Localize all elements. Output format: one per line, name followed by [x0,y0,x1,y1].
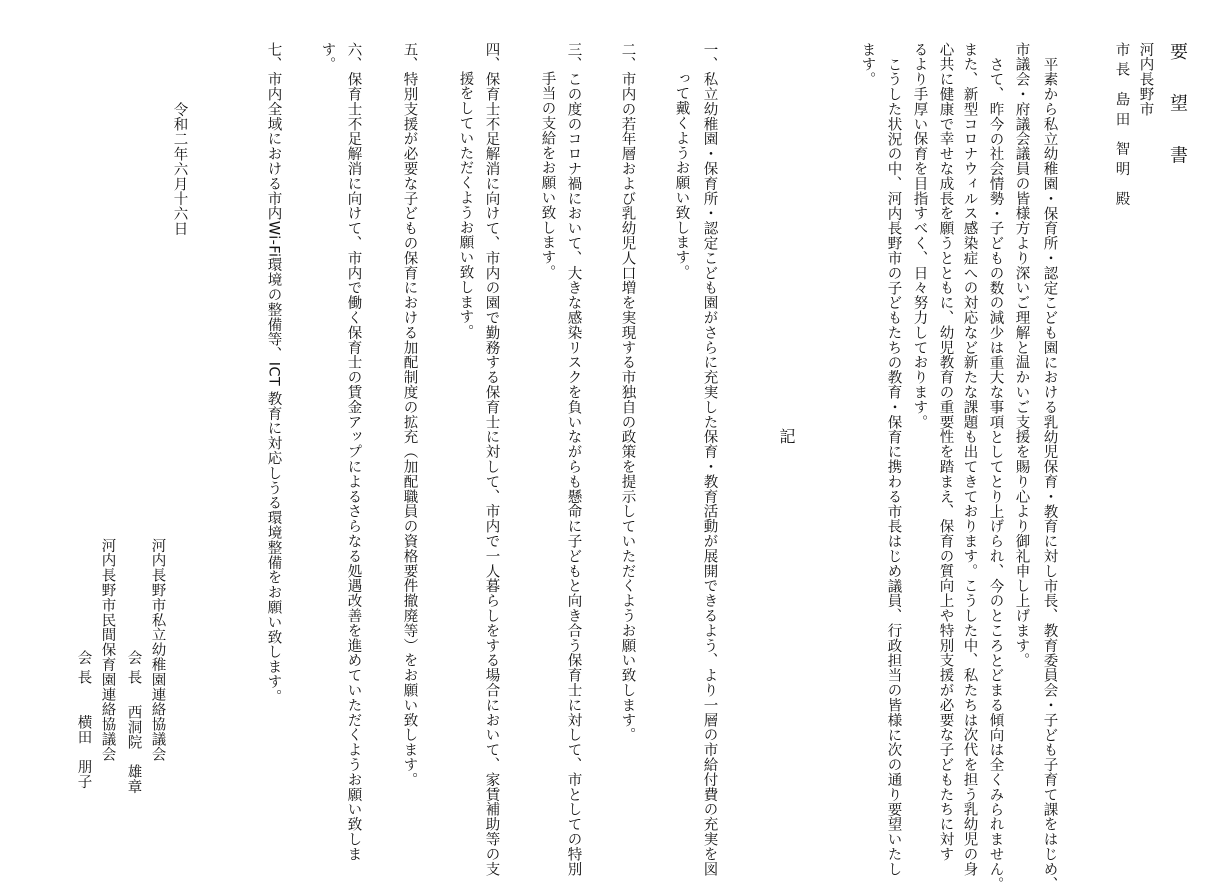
request-item-6-cont: す。 [319,42,336,72]
request-item-4: 四、保育士不足解消に向けて、市内の園で勤務する保育士に対して、市内で一人暮らしをする場合において、家賃補助等の支 [483,42,500,877]
body-paragraph-line: こうした状況の中、河内長野市の子どもたちの教育・保育に携わる市長はじめ議員、行政担当の皆様に次の通り要望いたし [885,57,902,877]
request-item-3: 三、この度のコロナ禍において、大きな感染リスクを負いながらも懸命に子どもと向き合う保育士に対して、市としての特別 [565,42,582,877]
request-item-7: 七、市内全域における市内Wi-Fi環境の整備等、ICT 教育に対応しうる環境整備をお願い致します。 [265,42,282,705]
request-item-2: 二、市内の若年層および乳幼児人口増を実現する市独自の政策を提示していただくようお願い致します。 [619,42,636,743]
addressee-mayor: 市 長 島 田 智 明 殿 [1113,42,1130,207]
document-date: 令和二年六月十六日 [171,102,188,237]
request-item-5: 五、特別支援が必要な子どもの保育における加配制度の拡充（加配職員の資格要件撤廃等）をお願い致します。 [401,42,418,787]
sender-1-name: 会 長 西洞院 雄章 [125,650,142,795]
sender-2-organization: 河内長野市民間保育園連絡協議会 [99,538,116,762]
body-paragraph-line: また、新型コロナウィルス感染症への対応など新たな課題も出てきております。こうした中、私たちは次代を担う乳幼児の身 [961,42,978,877]
body-paragraph-line: るより手厚い保育を目指すべく、日々努力しております。 [911,42,928,430]
request-item-1-cont: って戴くようお願い致します。 [673,71,690,280]
ki-heading: 記 [777,428,796,445]
document-title: 要 望 書 [1167,42,1188,178]
body-paragraph-line: さて、昨今の社会情勢・子どもの数の減少は重大な事項としてとり上げられ、今のところとどまる傾向は全くみられません。 [987,57,1004,891]
body-paragraph-line: 心共に健康で幸せな成長を願うとともに、幼児教育の重要性を踏まえ、保育の質向上や特別支援が必要な子どもたちに対す [937,42,954,862]
body-paragraph-line: ます。 [859,42,876,87]
request-item-1: 一、私立幼稚園・保育所・認定こども園がさらに充実した保育・教育活動が展開できるよう、より一層の市給付費の充実を図 [701,42,718,877]
sender-1-organization: 河内長野市私立幼稚園連絡協議会 [149,538,166,762]
body-paragraph-line: 市議会・府議会議員の皆様方より深いご理解と温かいご支援を賜り心より御礼申し上げます。 [1013,42,1030,668]
sender-2-name: 会 長 横田 朋子 [75,650,92,790]
addressee-city: 河内長野市 [1137,42,1154,117]
request-item-6: 六、保育士不足解消に向けて、市内で働く保育士の賃金アップによるさらなる処遇改善を進めていただくようお願い致しま [345,42,362,862]
body-paragraph-line: 平素から私立幼稚園・保育所・認定こども園における乳幼児保育・教育に対し市長、教育委員会・子ども子育て課をはじめ、 [1041,57,1058,891]
request-item-4-cont: 援をしていただくようお願い致します。 [457,71,474,340]
request-item-3-cont: 手当の支給をお願い致します。 [539,71,556,280]
